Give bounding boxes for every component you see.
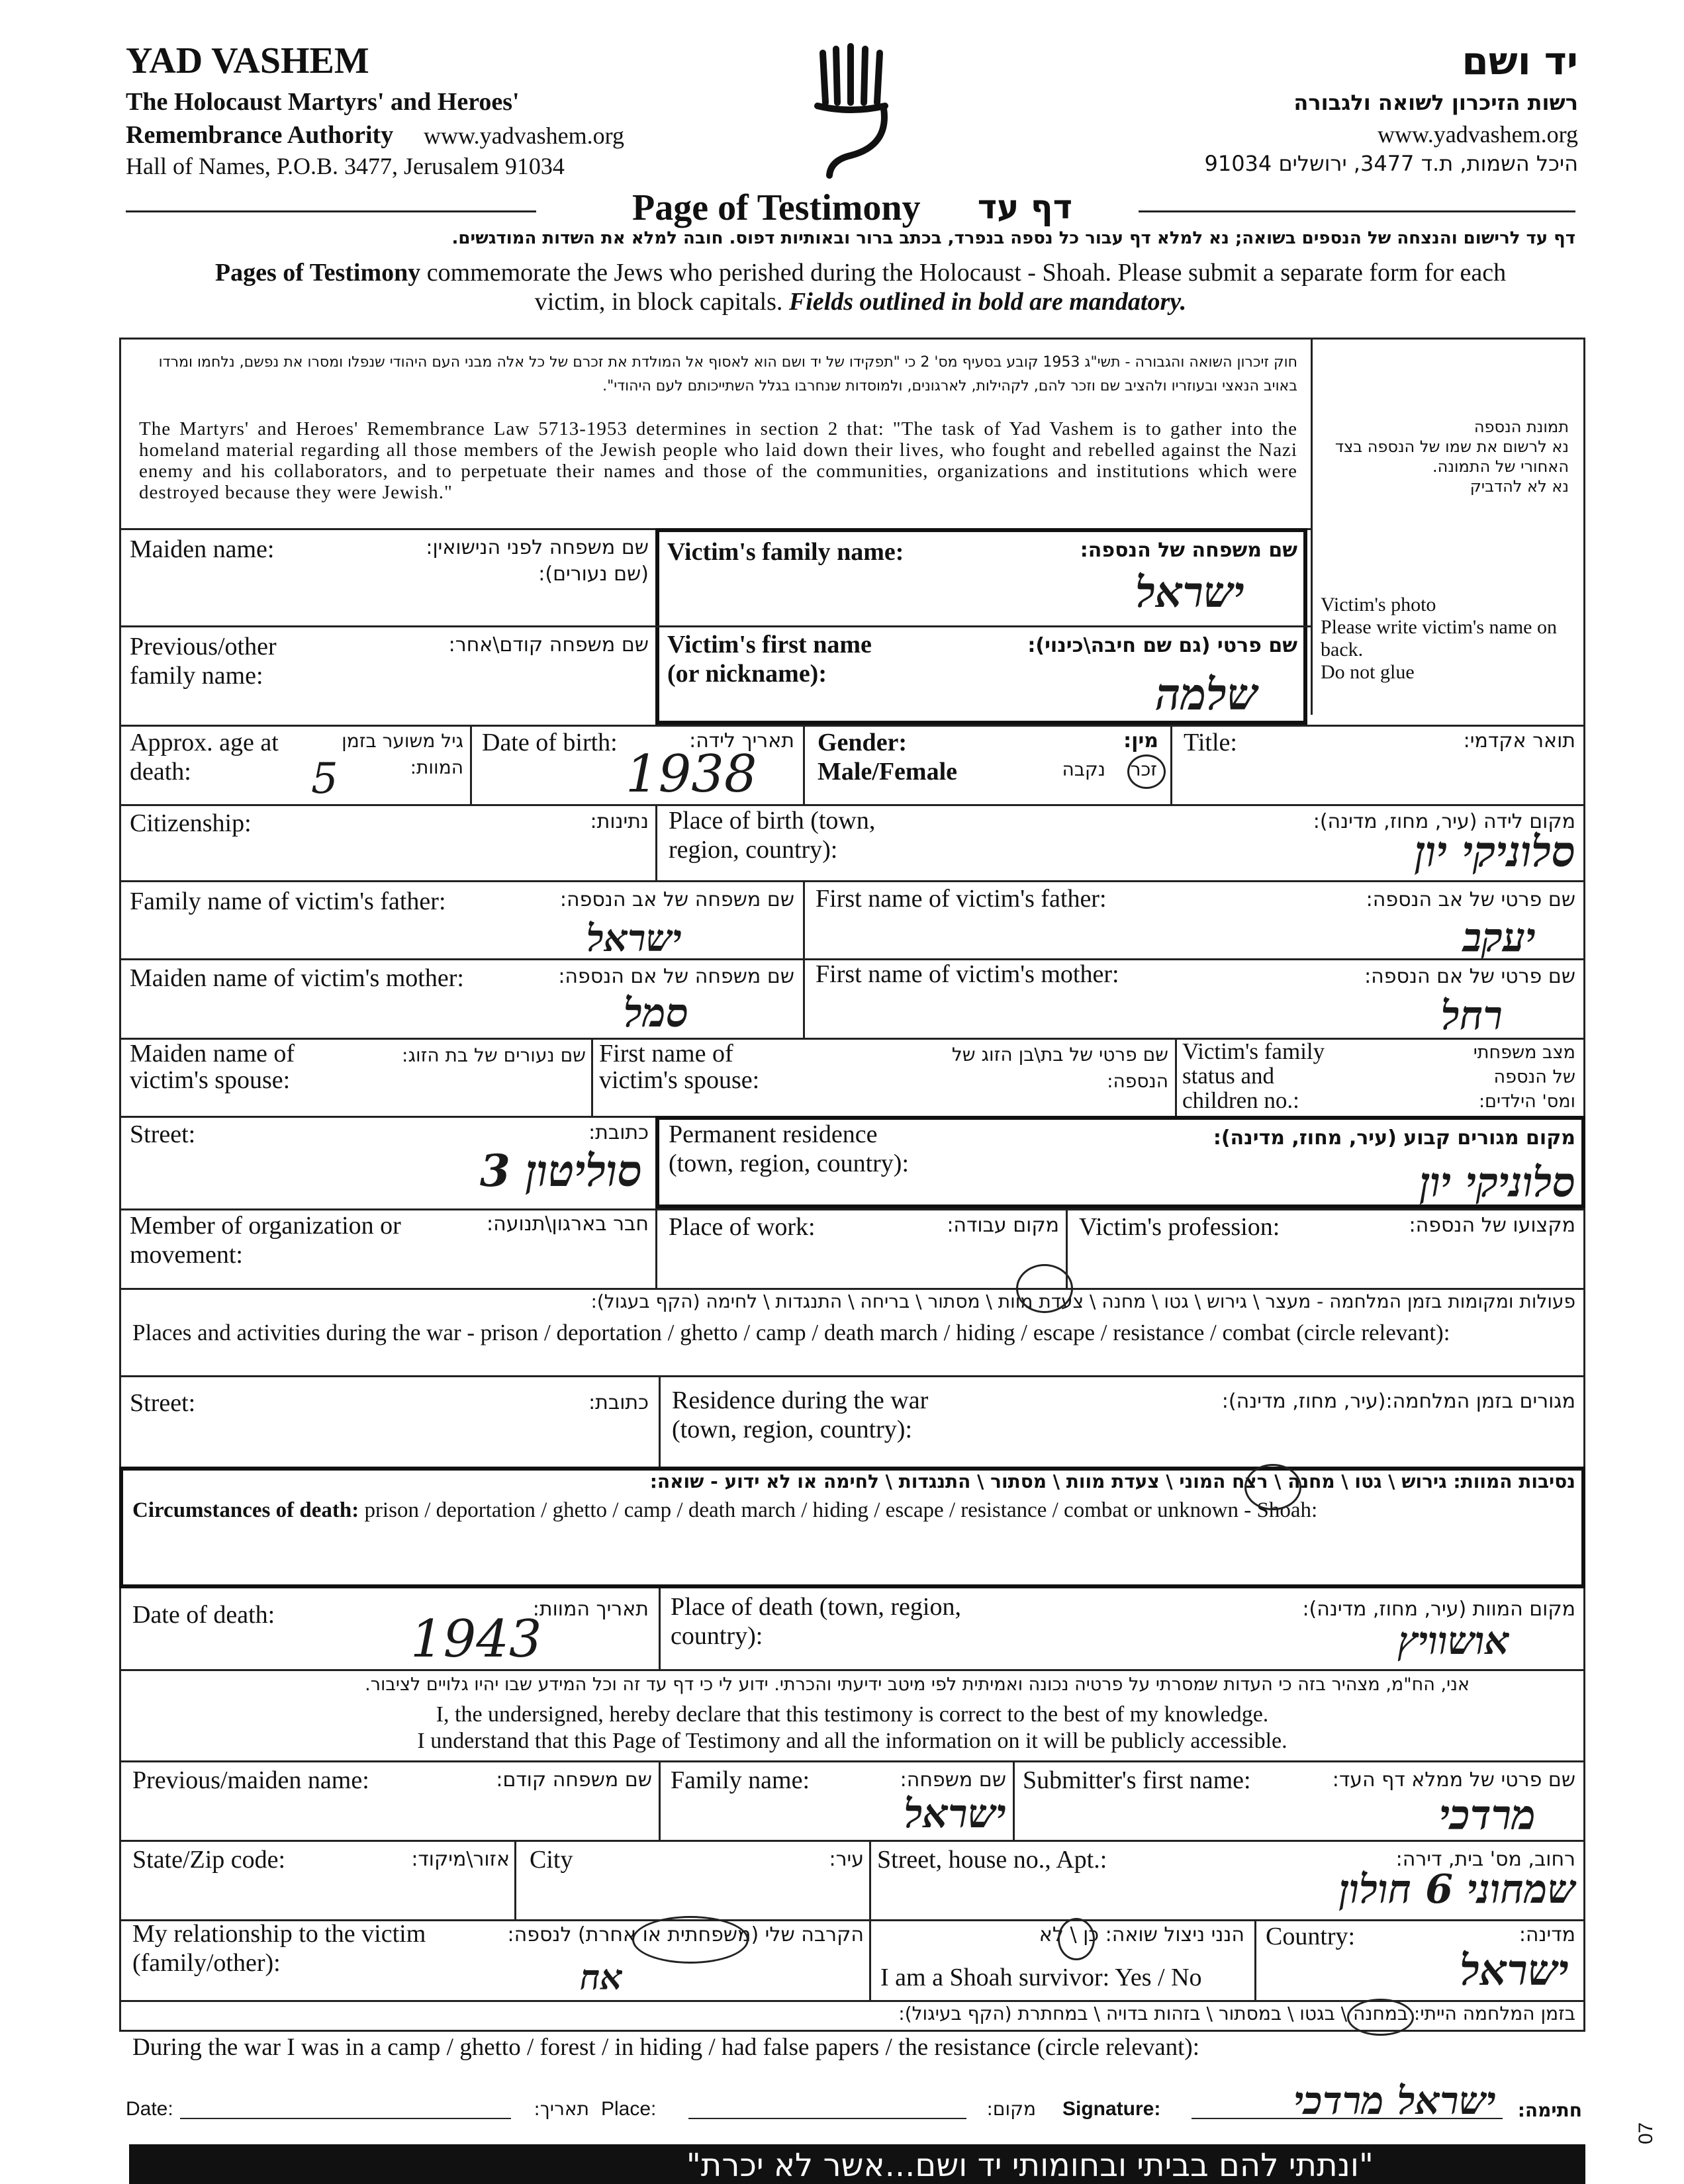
death-place-label: Place of death (town, region, country): — [671, 1593, 961, 1650]
title-he: תואר אקדמי: — [1463, 729, 1575, 752]
sub-relationship-value[interactable]: אח — [579, 1958, 622, 1998]
birthplace-value[interactable]: סלוניקי יון — [1414, 827, 1575, 877]
death-circ-options: prison / deportation / ghetto / camp / death march / hiding / escape / resistance / combat or unknown - Shoah: — [364, 1498, 1318, 1522]
sub-family-name-label: Family name: — [671, 1766, 810, 1794]
sub-street-label: Street, house no., Apt.: — [877, 1846, 1107, 1874]
maiden-name-label: Maiden name: — [130, 535, 275, 563]
law-en: The Martyrs' and Heroes' Remembrance Law 5713-1953 determines in section 2 that: "The task of Yad Vashem is to gather into the homeland material regarding all those members of the Jewish people who laid down their lives, who fought and rebelled against the Nazi enemy and his collaborators, and to perpetuate their names and those of the communities, organizations and institutions which were destroyed because they were Jewish." — [139, 418, 1297, 503]
sub-country-value[interactable]: ישראל — [1460, 1946, 1569, 1995]
gender-male-option[interactable]: זכר — [1130, 758, 1157, 780]
death-circ-bold: Circumstances of death: — [132, 1498, 359, 1522]
dob-he: תאריך לידה: — [689, 729, 794, 752]
yad-vashem-logo-icon — [811, 40, 900, 179]
photo-he: תמונת הנספה נא לרשום את שמו של הנספה בצד האחורי של התמונה. נא לא להדביק — [1334, 418, 1569, 496]
gender-he: מין: — [1123, 729, 1158, 752]
family-name-value[interactable]: ישראל — [1135, 568, 1244, 617]
sub-street-he: רחוב, מס' בית, דירה: — [1395, 1848, 1575, 1871]
sub-city-he: עיר: — [829, 1848, 864, 1871]
sub-survivor-he: הנני ניצול שואה: כן \ לא — [1039, 1923, 1244, 1946]
war-street-he: כתובת: — [588, 1391, 649, 1414]
page-title-he: דף עד — [977, 188, 1072, 226]
gender-label: Gender: Male/Female — [818, 729, 958, 786]
first-name-label: Victim's first name (or nickname): — [667, 631, 872, 688]
perm-res-label: Permanent residence (town, region, country): — [669, 1120, 910, 1177]
family-name-label: Victim's family name: — [667, 538, 904, 566]
work-place-he: מקום עבודה: — [947, 1214, 1059, 1237]
sub-war-he: בזמן המלחמה הייתי: במחנה \ בגטו \ במסתור \ בזהות בדויה \ במחתרת (הקף בעיגול): — [898, 2003, 1575, 2025]
spouse-first-he: שם פרטי של בת\בן הזוג של הנספה: — [951, 1044, 1168, 1092]
maiden-name-he: שם משפחה לפני הנישואין: (שם נעורים): — [426, 536, 649, 586]
side-number: 07 — [1635, 2122, 1657, 2144]
org-name-en: YAD VASHEM — [126, 40, 369, 81]
sub-zip-label: State/Zip code: — [132, 1846, 286, 1874]
sub-survivor-label[interactable]: I am a Shoah survivor: Yes / No — [880, 1964, 1202, 1991]
age-label: Approx. age at death: — [130, 729, 279, 786]
intro-he: דף עד לרישום והנצחה של הנספים בשואה; נא למלא דף עבור כל נספה בנפרד, בכתב ברור ובאותיות דפוס. חובה למלא את השדות המודגשים. — [451, 228, 1575, 248]
street-value[interactable]: סוליטון 3 — [479, 1145, 642, 1197]
footer-place-label: Place: — [601, 2098, 657, 2120]
website-he[interactable]: www.yadvashem.org — [1378, 121, 1578, 148]
law-he: חוק זיכרון השואה והגבורה - תשי"ג 1953 קובע בסעיף מס' 2 כי "תפקידו של יד ושם הוא לאסוף אל המולדת את זכרם של כל אלה מבני העם היהודי שנפלו ומסרו את נפשם, נלחמו ומרדו באויב הנאצי ובעוזריו ולהציב שם וזכר להם, לקהילות, לארגונים, ולמוסדות שנחרבו בגלל השתייכותם לעם היהודי". — [158, 354, 1297, 394]
war-res-label: Residence during the war (town, region, country): — [672, 1387, 929, 1443]
sub-zip-he: אזור\מיקוד: — [411, 1848, 510, 1871]
intro-bold: Pages of Testimony — [214, 259, 421, 287]
prev-name-label: Previous/other family name: — [130, 633, 277, 690]
family-status-label: Victim's family status and children no.: — [1182, 1038, 1325, 1113]
profession-label: Victim's profession: — [1079, 1213, 1280, 1241]
citizenship-label: Citizenship: — [130, 809, 252, 837]
declaration-en1: I, the undersigned, hereby declare that this testimony is correct to the best of my knowledge. — [436, 1702, 1269, 1727]
dob-label: Date of birth: — [482, 729, 618, 756]
work-place-label: Place of work: — [669, 1213, 816, 1241]
death-date-value[interactable]: 1943 — [410, 1610, 542, 1669]
first-name-value[interactable]: שלמה — [1155, 668, 1258, 720]
death-place-he: מקום המוות (עיר, מחוז, מדינה): — [1302, 1598, 1575, 1621]
death-circ-he: נסיבות המוות: גירוש \ גטו \ מחנה \ רצח המוני \ צעדת מוות \ מסתור \ התנגדות \ לחימה או לא ידוע - שואה: — [649, 1471, 1575, 1492]
birthplace-he: מקום לידה (עיר, מחוז, מדינה): — [1313, 810, 1575, 833]
intro-mandatory: Fields outlined in bold are mandatory. — [788, 288, 1187, 316]
dob-value[interactable]: 1938 — [626, 745, 757, 804]
footer-signature-label: Signature: — [1062, 2098, 1161, 2120]
war-places-he: פעולות ומקומות בזמן המלחמה - מעצר \ גירוש \ גטו \ מחנה \ צעדת מוות \ מסתור \ בריחה \ התנגדות \ לחימה (הקף בעגול): — [590, 1291, 1575, 1312]
father-family-he: שם משפחה של אב הנספה: — [559, 888, 794, 911]
sub-family-name-he: שם משפחה: — [900, 1768, 1006, 1792]
father-first-he: שם פרטי של אב הנספה: — [1366, 888, 1575, 911]
intro-en — [146, 258, 1575, 316]
prev-name-he: שם משפחה קודם\אחר: — [448, 633, 649, 657]
sub-prev-name-label: Previous/maiden name: — [132, 1766, 369, 1794]
citizenship-he: נתינות: — [590, 810, 649, 833]
footer-banner-text: "ונתתי להם בביתי ובחומותי יד ושם...אשר לא יכרת" — [686, 2147, 1374, 2184]
war-places-en: Places and activities during the war - prison / deportation / ghetto / camp / death march / hiding / escape / resistance / combat (circle relevant): — [132, 1320, 1450, 1345]
title-rule-left — [126, 210, 536, 212]
war-res-he: מגורים בזמן המלחמה:(עיר, מחוז, מדינה): — [1221, 1390, 1575, 1413]
sub-relationship-label: My relationship to the victim (family/other): — [132, 1920, 426, 1977]
mother-first-label: First name of victim's mother: — [816, 960, 1119, 988]
declaration-en2: I understand that this Page of Testimony and all the information on it will be publicly accessible. — [417, 1729, 1287, 1753]
photo-en[interactable]: Victim's photo Please write victim's name on back. Do not glue — [1321, 594, 1557, 683]
mother-first-he: שם פרטי של אם הנספה: — [1364, 965, 1575, 988]
spouse-first-label: First name of victim's spouse: — [599, 1040, 760, 1094]
sub-city-label: City — [530, 1846, 573, 1874]
mother-maiden-value[interactable]: סמל — [624, 990, 688, 1036]
gender-female-option[interactable]: נקבה — [1062, 758, 1105, 780]
street-label: Street: — [130, 1120, 196, 1148]
war-camp-circle — [1016, 1264, 1073, 1313]
family-name-he: שם משפחה של הנספה: — [1080, 539, 1297, 562]
footer-banner — [129, 2144, 1585, 2184]
death-camp-circle — [1244, 1464, 1301, 1510]
father-first-value[interactable]: יעקב — [1462, 915, 1536, 961]
mother-maiden-label: Maiden name of victim's mother: — [130, 964, 464, 992]
mother-maiden-he: שם משפחה של אם הנספה: — [558, 965, 794, 988]
war-street-label: Street: — [130, 1389, 196, 1417]
father-first-label: First name of victim's father: — [816, 885, 1107, 913]
death-place-value[interactable]: אושוויץ — [1397, 1618, 1509, 1663]
birthplace-label: Place of birth (town, region, country): — [669, 807, 876, 864]
father-family-label: Family name of victim's father: — [130, 887, 446, 915]
sub-war-camp-circle — [1347, 1999, 1414, 2036]
street-he: כתובת: — [588, 1121, 649, 1144]
address-he: היכל השמות, ת.ד 3477, ירושלים 91034 — [1204, 151, 1578, 176]
relationship-circle — [632, 1916, 749, 1964]
intro-text1: commemorate the Jews who perished during the Holocaust - Shoah. Please submit a separate form for each — [426, 259, 1507, 287]
page-title: Page of Testimony — [632, 187, 921, 228]
photo-divider — [1311, 338, 1313, 715]
spouse-maiden-he: שם נעורים של בת הזוג: — [402, 1044, 586, 1066]
death-date-he: תאריך המוות: — [532, 1598, 649, 1621]
authority-line1: The Holocaust Martyrs' and Heroes' — [126, 88, 520, 116]
age-he: גיל משוער בזמן המוות: — [342, 730, 463, 778]
sub-country-label: Country: — [1266, 1923, 1356, 1950]
death-date-label: Date of death: — [132, 1601, 275, 1629]
sub-first-name-he: שם פרטי של ממלא דף העד: — [1332, 1768, 1575, 1792]
sub-street-value[interactable]: שמחוני 6 חולון — [1338, 1866, 1575, 1913]
gender-male-circle — [1127, 754, 1166, 789]
org-name-he: יד ושם — [1462, 38, 1578, 83]
footer-signature-value[interactable]: ישראל מרדכי — [1293, 2078, 1496, 2123]
sub-first-name-value[interactable]: מרדכי — [1439, 1791, 1536, 1839]
profession-he: מקצועו של הנספה: — [1409, 1214, 1575, 1237]
perm-res-he: מקום מגורים קבוע (עיר, מחוז, מדינה): — [1213, 1126, 1575, 1150]
age-value[interactable]: 5 — [311, 754, 338, 803]
title-rule-right — [1139, 210, 1575, 212]
authority-line2: Remembrance Authority — [126, 121, 394, 149]
title-label: Title: — [1184, 729, 1237, 756]
org-member-label: Member of organization or movement: — [130, 1212, 401, 1269]
footer-place-he: מקום: — [986, 2098, 1036, 2120]
footer-date-label: Date: — [126, 2098, 173, 2120]
sub-prev-name-he: שם משפחה קודם: — [496, 1768, 652, 1792]
father-family-value[interactable]: ישראל — [586, 917, 682, 960]
address-en: Hall of Names, P.O.B. 3477, Jerusalem 91034 — [126, 153, 565, 179]
website-en[interactable]: www.yadvashem.org — [424, 122, 624, 149]
mother-first-value[interactable]: רחל — [1440, 993, 1503, 1039]
sub-first-name-label: Submitter's first name: — [1023, 1766, 1251, 1794]
footer-signature-he: חתימה: — [1517, 2099, 1582, 2121]
footer-date-he: תאריך: — [534, 2098, 589, 2120]
sub-family-name-value[interactable]: ישראל — [904, 1791, 1006, 1837]
family-status-he: מצב משפחתי של הנספה ומס' הילדים: — [1473, 1042, 1575, 1112]
intro-text2: victim, in block capitals. — [534, 288, 783, 316]
sub-relationship-he: הקרבה שלי (משפחתית או אחרת) לנספה: — [507, 1923, 864, 1946]
first-name-he: שם פרטי (גם שם חיבה\כינוי): — [1027, 634, 1297, 657]
org-member-he: חבר בארגון\תנועה: — [487, 1212, 649, 1236]
authority-he: רשות הזיכרון לשואה ולגבורה — [1293, 90, 1578, 115]
declaration-he: אני, הח"מ, מצהיר בזה כי העדות שמסרתי על פרטיה נכונה ואמיתית לפי מיטב ידיעתי והכרתי. ידוע לי כי דף עד זה וכל המידע שבו יהיו גלויים לציבור. — [365, 1674, 1470, 1695]
sub-country-he: מדינה: — [1519, 1923, 1575, 1946]
survivor-yes-circle — [1058, 1918, 1095, 1960]
death-circ-en — [132, 1498, 1575, 1523]
sub-war-en: During the war I was in a camp / ghetto / forest / in hiding / had false papers / the resistance (circle relevant): — [132, 2034, 1200, 2061]
perm-res-value[interactable]: סלוניקי יון — [1419, 1158, 1575, 1206]
spouse-maiden-label: Maiden name of victim's spouse: — [130, 1040, 295, 1094]
